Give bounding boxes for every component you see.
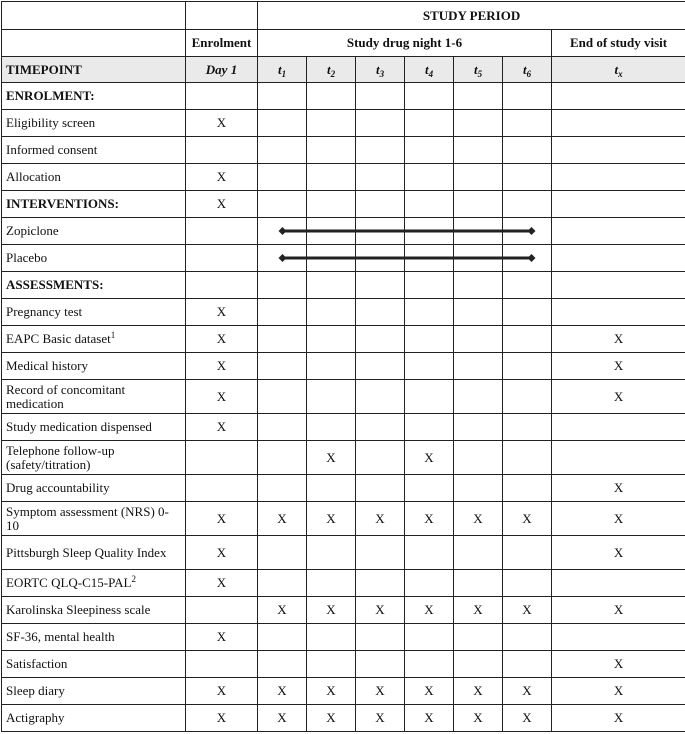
empty-cell (503, 137, 552, 164)
mark-x: X (356, 678, 405, 705)
mark-x: X (307, 705, 356, 732)
empty-cell (258, 570, 307, 597)
empty-cell (356, 380, 405, 414)
empty-header-cell (2, 2, 186, 30)
row-label-text: EORTC QLQ-C15-PAL (6, 575, 132, 590)
row-label-text: Satisfaction (6, 656, 68, 671)
empty-cell (552, 441, 685, 475)
empty-cell (356, 245, 405, 272)
empty-cell (503, 191, 552, 218)
empty-cell (186, 218, 258, 245)
row-pregnancy-test (2, 299, 685, 326)
row-eligibility-screen (2, 110, 685, 137)
empty-cell (405, 414, 454, 441)
mark-x: X (186, 299, 258, 326)
empty-cell (405, 137, 454, 164)
timepoint-t2 (307, 57, 356, 83)
empty-cell (258, 536, 307, 570)
empty-cell (552, 191, 685, 218)
empty-cell (307, 110, 356, 137)
empty-cell (454, 414, 503, 441)
empty-cell (258, 191, 307, 218)
empty-cell (307, 218, 356, 245)
empty-cell (186, 83, 258, 110)
empty-cell (258, 164, 307, 191)
empty-cell (552, 299, 685, 326)
empty-cell (454, 326, 503, 353)
row-label-text: Sleep diary (6, 683, 65, 698)
empty-cell (454, 83, 503, 110)
empty-cell (405, 380, 454, 414)
mark-x: X (454, 502, 503, 536)
empty-cell (405, 110, 454, 137)
empty-cell (307, 245, 356, 272)
row-label (2, 502, 186, 536)
empty-cell (356, 624, 405, 651)
empty-cell (405, 83, 454, 110)
study-drug-header: Study drug night 1-6 (258, 30, 552, 57)
row-label-text: Medical history (6, 358, 88, 373)
empty-cell (258, 353, 307, 380)
empty-cell (454, 110, 503, 137)
empty-cell (503, 441, 552, 475)
empty-cell (307, 624, 356, 651)
timepoint-t3 (356, 57, 405, 83)
section-row-assessments (2, 272, 685, 299)
empty-cell (405, 191, 454, 218)
row-sf-36-mental-health (2, 624, 685, 651)
row-label (2, 678, 186, 705)
timepoint-subscript: 6 (526, 68, 532, 79)
mark-x: X (405, 678, 454, 705)
row-label-text: SF-36, mental health (6, 629, 115, 644)
timepoint-subscript: x (618, 68, 623, 79)
row-actigraphy (2, 705, 685, 732)
timepoint-t-letter: t (473, 61, 478, 77)
empty-cell (405, 299, 454, 326)
empty-cell (258, 651, 307, 678)
row-telephone-follow-up-safety-titration (2, 441, 685, 475)
row-label-text: Drug accountability (6, 480, 110, 495)
row-label (2, 110, 186, 137)
row-eortc-qlq-c15-pal (2, 570, 685, 597)
mark-x: X (258, 705, 307, 732)
mark-x: X (454, 678, 503, 705)
empty-cell (356, 299, 405, 326)
empty-cell (356, 191, 405, 218)
empty-cell (258, 272, 307, 299)
mark-x: X (307, 678, 356, 705)
empty-cell (186, 441, 258, 475)
empty-cell (454, 380, 503, 414)
mark-x: X (552, 705, 685, 732)
mark-x: X (552, 502, 685, 536)
row-label-text: Actigraphy (6, 710, 65, 725)
row-label (2, 441, 186, 475)
row-label-text: Eligibility screen (6, 115, 96, 130)
spirit-schedule-table (1, 1, 685, 732)
row-sleep-diary (2, 678, 685, 705)
empty-cell (503, 353, 552, 380)
empty-cell (258, 475, 307, 502)
empty-cell (186, 597, 258, 624)
empty-cell (454, 272, 503, 299)
empty-cell (503, 651, 552, 678)
empty-cell (503, 110, 552, 137)
timepoint-tx (552, 57, 685, 83)
row-label-text: Record of concomitant medication (6, 381, 126, 411)
empty-cell (356, 83, 405, 110)
mark-x: X (186, 164, 258, 191)
mark-x: X (552, 651, 685, 678)
empty-cell (552, 414, 685, 441)
timepoint-day1: Day 1 (186, 57, 258, 83)
mark-x: X (186, 353, 258, 380)
empty-cell (258, 245, 307, 272)
empty-cell (307, 137, 356, 164)
row-label (2, 380, 186, 414)
mark-x: X (503, 597, 552, 624)
timepoint-label: TIMEPOINT (2, 57, 186, 83)
empty-cell (454, 475, 503, 502)
empty-cell (503, 245, 552, 272)
empty-cell (186, 651, 258, 678)
empty-cell (454, 441, 503, 475)
empty-cell (186, 245, 258, 272)
study-period-row (2, 2, 685, 30)
mark-x: X (356, 597, 405, 624)
row-record-of-concomitant-medication (2, 380, 685, 414)
timepoint-subscript: 4 (428, 68, 434, 79)
timepoint-t6 (503, 57, 552, 83)
row-pittsburgh-sleep-quality-index (2, 536, 685, 570)
empty-cell (356, 164, 405, 191)
empty-cell (454, 299, 503, 326)
section-row-interventions (2, 191, 685, 218)
row-label-text: Allocation (6, 169, 61, 184)
phase-header-row (2, 30, 685, 57)
row-label (2, 326, 186, 353)
empty-cell (454, 536, 503, 570)
mark-x: X (552, 678, 685, 705)
empty-cell (454, 624, 503, 651)
study-period-header: STUDY PERIOD (258, 2, 685, 30)
empty-cell (405, 570, 454, 597)
empty-cell (552, 83, 685, 110)
empty-cell (503, 570, 552, 597)
row-zopiclone (2, 218, 685, 245)
row-label-text: Symptom assessment (NRS) 0-10 (6, 503, 169, 533)
empty-cell (356, 110, 405, 137)
mark-x: X (552, 597, 685, 624)
mark-x: X (186, 110, 258, 137)
empty-cell (307, 326, 356, 353)
row-allocation (2, 164, 685, 191)
mark-x: X (356, 705, 405, 732)
empty-cell (503, 414, 552, 441)
empty-cell (356, 272, 405, 299)
empty-cell (356, 414, 405, 441)
empty-cell (405, 475, 454, 502)
footnote-marker: 2 (131, 574, 136, 584)
empty-cell (186, 137, 258, 164)
row-eapc-basic-dataset (2, 326, 685, 353)
empty-cell (307, 414, 356, 441)
mark-x: X (186, 570, 258, 597)
empty-cell (258, 110, 307, 137)
row-label (2, 475, 186, 502)
section-heading-interventions: INTERVENTIONS: (2, 191, 186, 218)
empty-cell (186, 475, 258, 502)
empty-cell (503, 475, 552, 502)
empty-cell (356, 353, 405, 380)
row-label-text: Pregnancy test (6, 304, 83, 319)
footnote-marker: 1 (110, 330, 116, 340)
row-label (2, 705, 186, 732)
empty-cell (503, 326, 552, 353)
empty-cell (552, 137, 685, 164)
mark-x: X (307, 502, 356, 536)
row-label-text: Informed consent (6, 142, 98, 157)
timepoint-subscript: 5 (477, 68, 483, 79)
row-label (2, 164, 186, 191)
row-label (2, 245, 186, 272)
row-label (2, 597, 186, 624)
empty-cell (503, 380, 552, 414)
empty-cell (405, 326, 454, 353)
timepoint-subscript: 2 (330, 68, 336, 79)
row-label (2, 137, 186, 164)
mark-x: X (503, 502, 552, 536)
empty-cell (405, 164, 454, 191)
empty-cell (552, 218, 685, 245)
timepoint-t1 (258, 57, 307, 83)
timepoint-t4 (405, 57, 454, 83)
empty-cell (307, 570, 356, 597)
mark-x: X (405, 597, 454, 624)
empty-cell (503, 624, 552, 651)
mark-x: X (258, 502, 307, 536)
timepoint-row (2, 57, 685, 83)
row-label-text: Karolinska Sleepiness scale (6, 602, 151, 617)
empty-cell (454, 218, 503, 245)
mark-x: X (186, 380, 258, 414)
row-karolinska-sleepiness-scale (2, 597, 685, 624)
mark-x: X (186, 624, 258, 651)
mark-x: X (307, 441, 356, 475)
row-label (2, 624, 186, 651)
empty-cell (552, 164, 685, 191)
mark-x: X (552, 380, 685, 414)
empty-cell (503, 218, 552, 245)
empty-cell (356, 536, 405, 570)
empty-header-cell (2, 30, 186, 57)
row-medical-history (2, 353, 685, 380)
empty-cell (552, 570, 685, 597)
empty-cell (503, 299, 552, 326)
mark-x: X (405, 441, 454, 475)
mark-x: X (405, 502, 454, 536)
section-row-enrolment (2, 83, 685, 110)
timepoint-subscript: 1 (281, 68, 287, 79)
timepoint-t-letter: t (326, 61, 331, 77)
empty-cell (356, 475, 405, 502)
empty-cell (552, 110, 685, 137)
empty-cell (307, 651, 356, 678)
mark-x: X (503, 705, 552, 732)
empty-cell (307, 83, 356, 110)
timepoint-t-letter: t (375, 61, 380, 77)
timepoint-t5 (454, 57, 503, 83)
row-label-text: Pittsburgh Sleep Quality Index (6, 544, 167, 560)
mark-x: X (186, 414, 258, 441)
timepoint-t-letter: t (277, 61, 282, 77)
row-satisfaction (2, 651, 685, 678)
empty-header-cell (186, 2, 258, 30)
mark-x: X (552, 326, 685, 353)
mark-x: X (186, 536, 258, 570)
empty-cell (454, 245, 503, 272)
row-label (2, 536, 186, 570)
empty-cell (356, 651, 405, 678)
empty-cell (454, 353, 503, 380)
empty-cell (307, 475, 356, 502)
mark-x: X (552, 536, 685, 570)
row-symptom-assessment-nrs-0-10 (2, 502, 685, 536)
mark-x: X (186, 326, 258, 353)
row-label-text: Zopiclone (6, 223, 59, 238)
empty-cell (454, 570, 503, 597)
empty-cell (503, 164, 552, 191)
row-placebo (2, 245, 685, 272)
mark-x: X (258, 597, 307, 624)
empty-cell (503, 83, 552, 110)
empty-cell (258, 414, 307, 441)
row-study-medication-dispensed (2, 414, 685, 441)
row-label-text: Telephone follow-up (safety/titration) (6, 442, 115, 472)
empty-cell (356, 326, 405, 353)
empty-cell (405, 272, 454, 299)
enrolment-header: Enrolment (186, 30, 258, 57)
empty-cell (552, 245, 685, 272)
empty-cell (307, 353, 356, 380)
mark-x: X (405, 705, 454, 732)
empty-cell (552, 624, 685, 651)
mark-x: X (552, 353, 685, 380)
empty-cell (356, 218, 405, 245)
mark-x: X (186, 191, 258, 218)
mark-x: X (454, 597, 503, 624)
empty-cell (258, 380, 307, 414)
empty-cell (454, 164, 503, 191)
empty-cell (503, 536, 552, 570)
empty-cell (307, 380, 356, 414)
empty-cell (307, 191, 356, 218)
mark-x: X (307, 597, 356, 624)
mark-x: X (356, 502, 405, 536)
empty-cell (454, 191, 503, 218)
timepoint-t-letter: t (522, 61, 527, 77)
empty-cell (356, 137, 405, 164)
empty-cell (356, 441, 405, 475)
empty-cell (405, 651, 454, 678)
mark-x: X (186, 705, 258, 732)
row-label (2, 353, 186, 380)
empty-cell (454, 651, 503, 678)
empty-cell (356, 570, 405, 597)
empty-cell (307, 299, 356, 326)
empty-cell (454, 137, 503, 164)
row-label (2, 218, 186, 245)
row-label-text: Study medication dispensed (6, 419, 152, 434)
row-label (2, 299, 186, 326)
row-label-text: Placebo (6, 250, 48, 265)
empty-cell (258, 326, 307, 353)
empty-cell (258, 218, 307, 245)
mark-x: X (552, 475, 685, 502)
section-heading-enrolment: ENROLMENT: (2, 83, 186, 110)
mark-x: X (454, 705, 503, 732)
empty-cell (405, 218, 454, 245)
mark-x: X (186, 502, 258, 536)
empty-cell (258, 137, 307, 164)
timepoint-subscript: 3 (379, 68, 385, 79)
empty-cell (405, 245, 454, 272)
mark-x: X (186, 678, 258, 705)
empty-cell (503, 272, 552, 299)
empty-cell (258, 83, 307, 110)
empty-cell (307, 536, 356, 570)
empty-cell (405, 353, 454, 380)
empty-cell (258, 441, 307, 475)
empty-cell (307, 164, 356, 191)
mark-x: X (258, 678, 307, 705)
empty-cell (186, 272, 258, 299)
empty-cell (552, 272, 685, 299)
empty-cell (405, 536, 454, 570)
row-label (2, 570, 186, 597)
row-label (2, 651, 186, 678)
mark-x: X (503, 678, 552, 705)
empty-cell (258, 299, 307, 326)
end-of-study-header: End of study visit (552, 30, 685, 57)
empty-cell (405, 624, 454, 651)
empty-cell (258, 624, 307, 651)
row-label-text: EAPC Basic dataset (6, 331, 111, 346)
row-drug-accountability (2, 475, 685, 502)
timepoint-t-letter: t (424, 61, 429, 77)
timepoint-t-letter: t (614, 61, 619, 77)
row-informed-consent (2, 137, 685, 164)
empty-cell (307, 272, 356, 299)
row-label (2, 414, 186, 441)
section-heading-assessments: ASSESSMENTS: (2, 272, 186, 299)
